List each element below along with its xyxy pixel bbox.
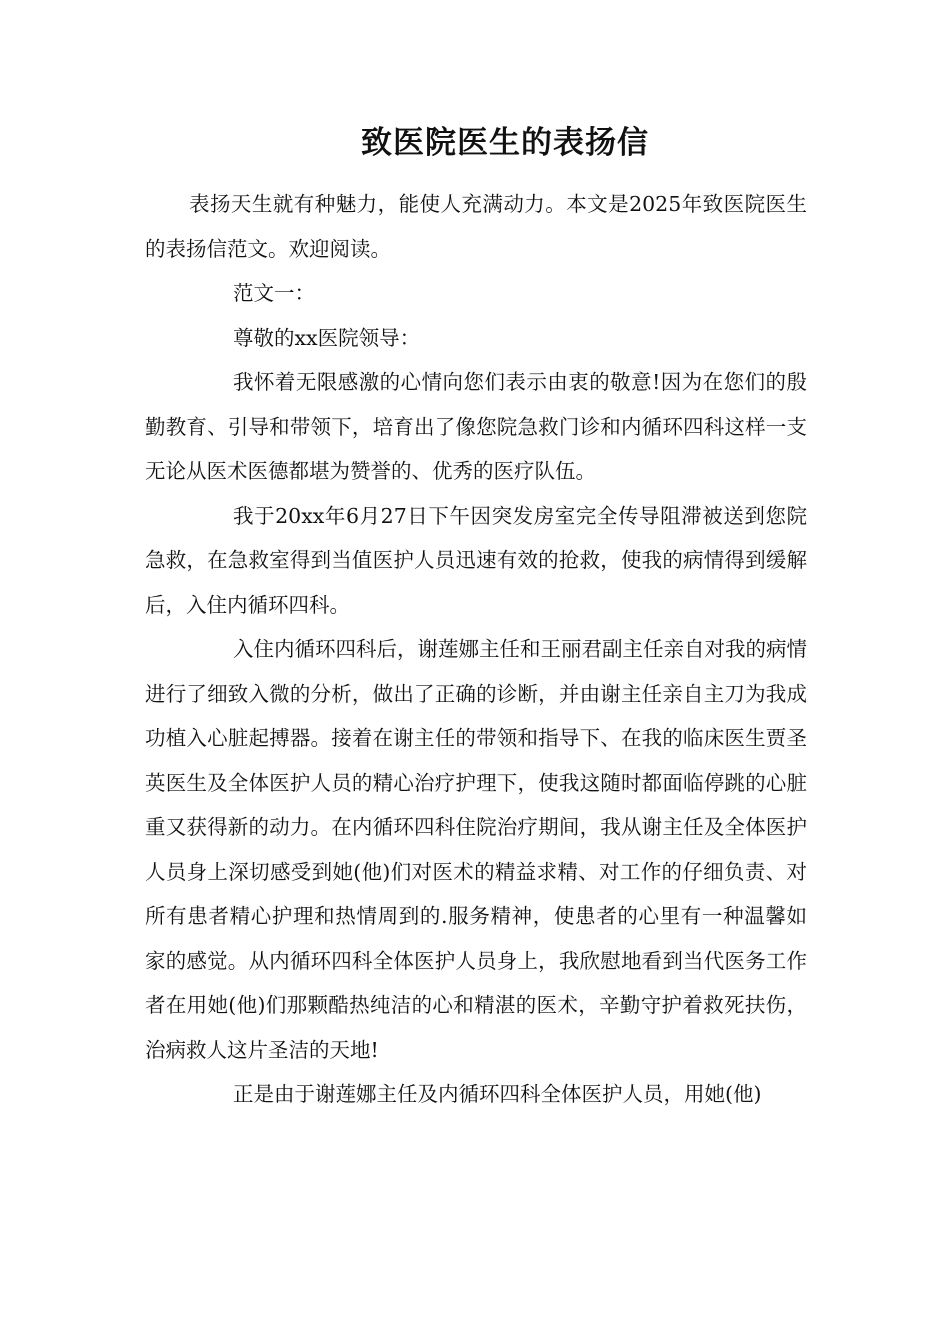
- body-paragraph-3: 入住内循环四科后，谢莲娜主任和王丽君副主任亲自对我的病情进行了细致入微的分析，做出了正确的诊断，并由谢主任亲自主刀为我成功植入心脏起搏器。接着在谢主任的带领和指导下、在我的临床医生贾圣英医生及全体医护人员的精心治疗护理下，使我这随时都面临停跳的心脏重又获得新的动力。在内循环四科住院治疗期间，我从谢主任及全体医护人员身上深切感受到她(他)们对医术的精益求精、对工作的仔细负责、对所有患者精心护理和热情周到的.服务精神，使患者的心里有一种温馨如家的感觉。从内循环四科全体医护人员身上，我欣慰地看到当代医务工作者在用她(他)们那颗酷热纯洁的心和精湛的医术，辛勤守护着救死扶伤，治病救人这片圣洁的天地!: [145, 637, 807, 1062]
- intro-paragraph: 表扬天生就有种魅力，能使人充满动力。本文是2025年致医院医生的表扬信范文。欢迎阅读。: [145, 192, 807, 261]
- document-body: [145, 182, 807, 1117]
- body-paragraph-4: 正是由于谢莲娜主任及内循环四科全体医护人员，用她(他): [233, 1082, 762, 1106]
- salutation: 尊敬的xx医院领导：: [233, 325, 421, 350]
- body-paragraph-2: 我于20xx年6月27日下午因突发房室完全传导阻滞被送到您院急救，在急救室得到当值医护人员迅速有效的抢救，使我的病情得到缓解后，入住内循环四科。: [145, 503, 807, 617]
- body-paragraph-1: 我怀着无限感激的心情向您们表示由衷的敬意!因为在您们的殷勤教育、引导和带领下，培育出了像您院急救门诊和内循环四科这样一支无论从医术医德都堪为赞誉的、优秀的医疗队伍。: [145, 370, 807, 483]
- section-label: 范文一：: [233, 281, 315, 305]
- document-title: 致医院医生的表扬信: [361, 125, 649, 161]
